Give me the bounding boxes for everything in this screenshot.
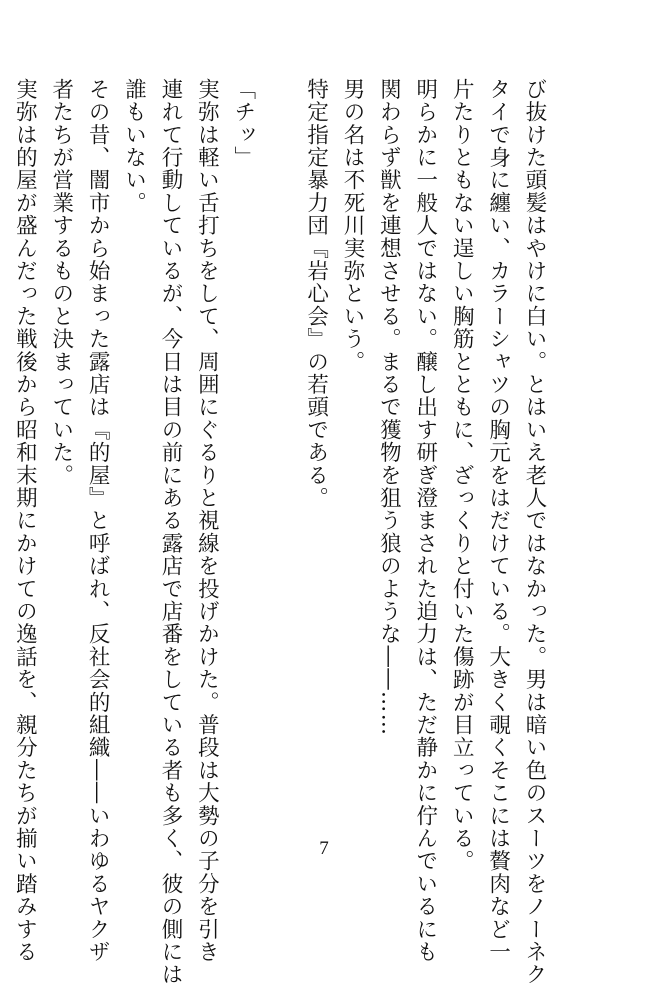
text-line: 片たりともない逞しい胸筋とともに、ざっくりと付いた傷跡が目立っている。 bbox=[449, 78, 475, 873]
text-line: 明らかに一般人ではない。醸し出す研ぎ澄まされた迫力は、ただ静かに佇んでいるにも bbox=[412, 78, 438, 964]
text-line: 関わらず獣を連想させる。まるで獲物を狙う狼のような――…… bbox=[376, 78, 402, 737]
text-line: 誰もいない。 bbox=[121, 78, 147, 215]
text-line: 男の名は不死川実弥という。 bbox=[339, 78, 365, 374]
text-line: 者たちが営業するものと決まっていた。 bbox=[48, 78, 74, 487]
text-line: 実弥は的屋が盛んだった戦後から昭和末期にかけての逸話を、親分たちが揃い踏みする bbox=[12, 78, 38, 964]
text-line: 連れて行動しているが、今日は目の前にある露店で店番をしている者も多く、彼の側には bbox=[157, 78, 183, 986]
text-line: び抜けた頭髪はやけに白い。とはいえ老人ではなかった。男は暗い色のスーツをノーネク bbox=[522, 78, 547, 986]
blank-line bbox=[261, 78, 297, 808]
text-line: 特定指定暴力団『岩心会』の若頭である。 bbox=[303, 78, 329, 510]
page-number: 7 bbox=[319, 838, 329, 859]
vertical-text-block bbox=[6, 78, 552, 986]
text-line: 「チッ」 bbox=[230, 78, 256, 169]
text-line: 実弥は軽い舌打ちをして、周囲にぐるりと視線を投げかけた。普段は大勢の子分を引き bbox=[194, 78, 220, 964]
text-line: その昔、闇市から始まった露店は『的屋』と呼ばれ、反社会的組織――いわゆるヤクザ bbox=[85, 78, 111, 964]
text-line: タイで身に纏い、カラーシャツの胸元をはだけている。大きく覗くそこには贅肉など一 bbox=[485, 78, 511, 964]
